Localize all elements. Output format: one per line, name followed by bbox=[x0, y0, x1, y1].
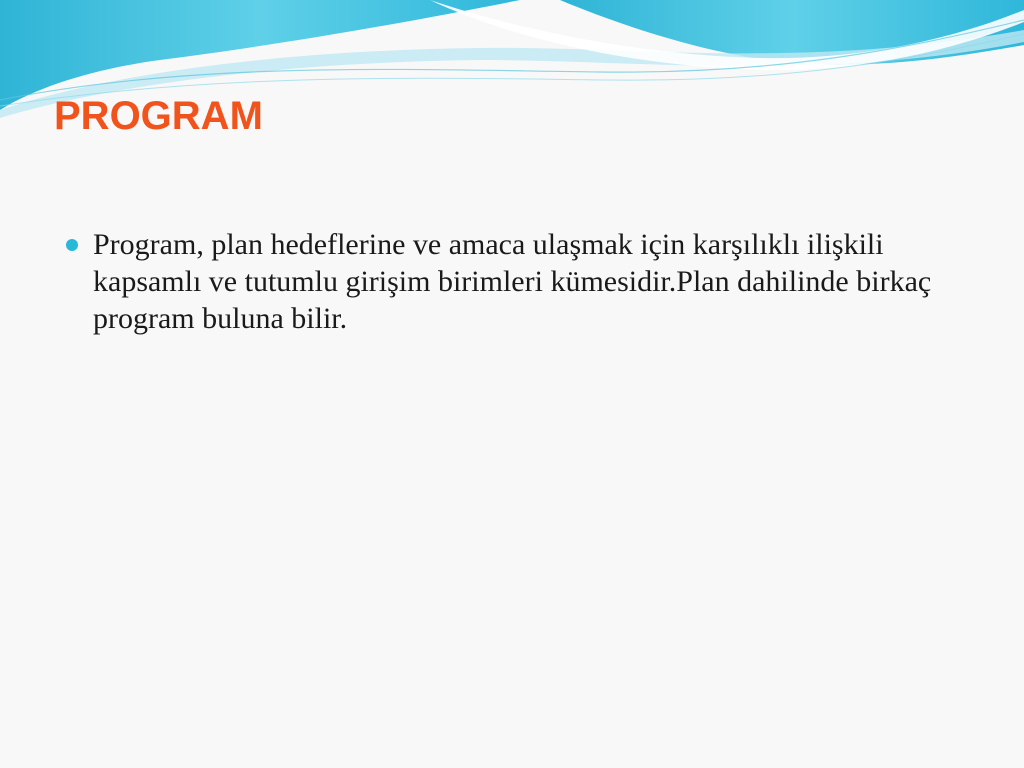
slide-title: PROGRAM bbox=[54, 94, 263, 138]
slide-content bbox=[62, 226, 962, 337]
bullet-dot-icon bbox=[66, 239, 78, 251]
bullet-text: Program, plan hedeflerine ve amaca ulaşmak için karşılıklı ilişkili kapsamlı ve tutumlu girişim birimleri kümesidir.Plan dahilinde birkaç program buluna bilir. bbox=[93, 228, 932, 335]
bullet-item bbox=[62, 226, 962, 337]
bullet-list bbox=[62, 226, 962, 337]
